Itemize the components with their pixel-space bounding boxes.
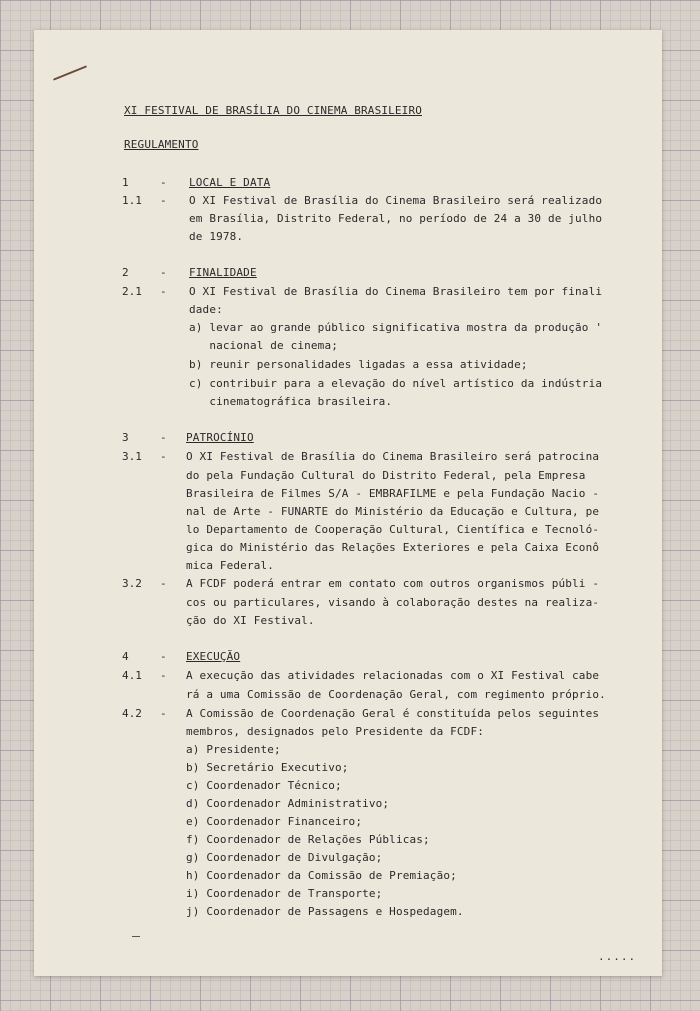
section-heading: LOCAL E DATA: [189, 176, 271, 189]
paragraph-line: ção do XI Festival.: [186, 614, 315, 627]
paragraph-line: membros, designados pelo Presidente da FCDF:: [186, 725, 484, 738]
section-dash: -: [160, 266, 167, 279]
list-item: i) Coordenador de Transporte;: [186, 887, 383, 900]
section-heading: FINALIDADE: [189, 266, 257, 279]
list-item: c) Coordenador Técnico;: [186, 779, 342, 792]
list-item: d) Coordenador Administrativo;: [186, 797, 390, 810]
paragraph-line: A execução das atividades relacionadas com o XI Festival cabe: [186, 669, 600, 682]
paragraph-number: 2.1: [122, 285, 142, 298]
paragraph-number: 1.1: [122, 194, 142, 207]
list-item: b) Secretário Executivo;: [186, 761, 349, 774]
paragraph-line: lo Departamento de Cooperação Cultural, Científica e Tecnoló-: [186, 523, 600, 536]
section-number: 4: [122, 650, 129, 663]
paragraph-line: O XI Festival de Brasília do Cinema Brasileiro tem por finali: [189, 285, 603, 298]
paragraph-dash: -: [160, 194, 167, 207]
paragraph-number: 4.2: [122, 707, 142, 720]
paragraph-dash: -: [160, 669, 167, 682]
pencil-tick: [132, 936, 140, 937]
section-number: 1: [122, 176, 129, 189]
paragraph-line: rá a uma Comissão de Coordenação Geral, com regimento próprio.: [186, 688, 606, 701]
list-item: g) Coordenador de Divulgação;: [186, 851, 383, 864]
paragraph-line: O XI Festival de Brasília do Cinema Brasileiro será realizado: [189, 194, 603, 207]
paragraph-line: O XI Festival de Brasília do Cinema Brasileiro será patrocina: [186, 450, 600, 463]
continuation-dots: .....: [598, 950, 637, 963]
paragraph-line: mica Federal.: [186, 559, 275, 572]
paragraph-dash: -: [160, 285, 167, 298]
paragraph-dash: -: [160, 707, 167, 720]
list-item: cinematográfica brasileira.: [189, 395, 393, 408]
paragraph-number: 4.1: [122, 669, 142, 682]
paragraph-dash: -: [160, 450, 167, 463]
paragraph-line: em Brasília, Distrito Federal, no período de 24 a 30 de julho: [189, 212, 603, 225]
section-number: 2: [122, 266, 129, 279]
document-subtitle: REGULAMENTO: [124, 138, 199, 151]
list-item: a) levar ao grande público significativa mostra da produção ': [189, 321, 603, 334]
section-dash: -: [160, 650, 167, 663]
section-dash: -: [160, 176, 167, 189]
list-item: f) Coordenador de Relações Públicas;: [186, 833, 430, 846]
section-dash: -: [160, 431, 167, 444]
paragraph-line: de 1978.: [189, 230, 244, 243]
paragraph-line: cos ou particulares, visando à colaboração destes na realiza-: [186, 596, 600, 609]
paragraph-line: dade:: [189, 303, 223, 316]
list-item: h) Coordenador da Comissão de Premiação;: [186, 869, 457, 882]
section-heading: EXECUÇÃO: [186, 650, 241, 663]
list-item: a) Presidente;: [186, 743, 281, 756]
section-number: 3: [122, 431, 129, 444]
paragraph-number: 3.1: [122, 450, 142, 463]
paragraph-line: gica do Ministério das Relações Exteriores e pela Caixa Econô: [186, 541, 600, 554]
document-title: XI FESTIVAL DE BRASÍLIA DO CINEMA BRASILEIRO: [124, 104, 422, 117]
list-item: nacional de cinema;: [189, 339, 338, 352]
paragraph-line: Brasileira de Filmes S/A - EMBRAFILME e pela Fundação Nacio -: [186, 487, 600, 500]
paragraph-line: A FCDF poderá entrar em contato com outros organismos públi -: [186, 577, 600, 590]
list-item: b) reunir personalidades ligadas a essa atividade;: [189, 358, 528, 371]
paragraph-line: do pela Fundação Cultural do Distrito Federal, pela Empresa: [186, 469, 586, 482]
paragraph-line: nal de Arte - FUNARTE do Ministério da Educação e Cultura, pe: [186, 505, 600, 518]
section-heading: PATROCÍNIO: [186, 431, 254, 444]
list-item: c) contribuir para a elevação do nível artístico da indústria: [189, 377, 603, 390]
paragraph-number: 3.2: [122, 577, 142, 590]
list-item: e) Coordenador Financeiro;: [186, 815, 363, 828]
paragraph-line: A Comissão de Coordenação Geral é constituída pelos seguintes: [186, 707, 600, 720]
paragraph-dash: -: [160, 577, 167, 590]
list-item: j) Coordenador de Passagens e Hospedagem.: [186, 905, 464, 918]
